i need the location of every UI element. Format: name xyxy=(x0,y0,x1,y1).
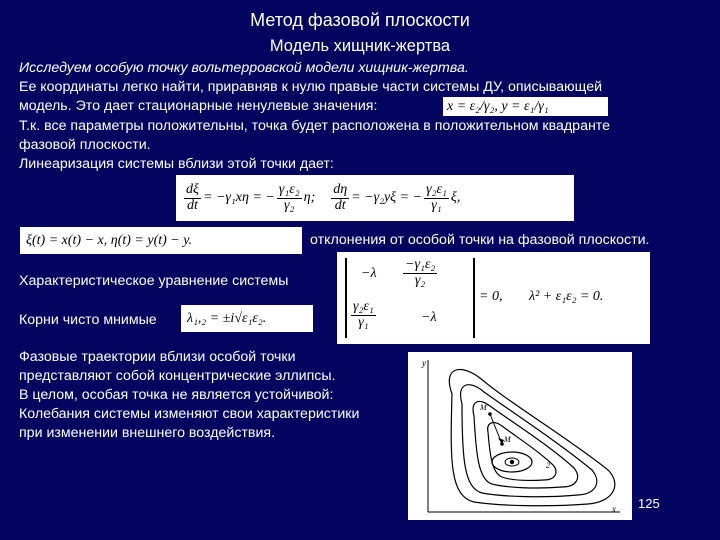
bottom-line-4: Колебания системы изменяют свои характеристики xyxy=(19,406,360,422)
lin1-frac: $\frac{\text{γ₁ε₂}}{\text{γ₂}}$ xyxy=(278,181,300,213)
linearized-system xyxy=(176,175,574,221)
lin1-tail: η; xyxy=(303,190,316,205)
deviations-formula-text: ξ(t) = x(t) − x, η(t) = y(t) − y. xyxy=(26,232,193,248)
det-bar-right xyxy=(473,258,475,338)
paragraph-line-3: модель. Это дает стационарные ненулевые значения: xyxy=(19,98,378,114)
curve-label: 2 xyxy=(546,461,550,470)
lin2-frac: $\frac{\text{γ₂ε₁}}{\text{γ₁}}$ xyxy=(426,181,447,213)
point-m1-label: M' xyxy=(480,403,489,412)
paragraph-line-2: Ее координаты легко найти, приравняв к нулю правые части системы ДУ, описывающей xyxy=(19,79,603,95)
lin2-tail: ξ, xyxy=(450,190,461,205)
bottom-line-5: при изменении внешнего воздействия. xyxy=(19,425,276,441)
char-eq-zero: = 0, xyxy=(479,289,503,304)
lin1-lhs: $\frac{d\xi}{dt}$ xyxy=(186,181,199,213)
lin2-mid: = −γ₂yξ = − xyxy=(351,190,423,205)
lin2-lhs: $\frac{d\eta}{dt}$ xyxy=(333,181,348,213)
paragraph-line-1: Исследуем особую точку вольтерровской модели хищник-жертва. xyxy=(19,60,469,76)
roots-label: Корни чисто мнимые xyxy=(19,312,157,328)
matrix-c: $\frac{\text{γ₂ε₁}}{\text{γ₁}}$ xyxy=(353,299,374,330)
paragraph-line-4: Т.к. все параметры положительны, точка будет расположена в положительном квадранте xyxy=(19,118,611,134)
point-m-label: M xyxy=(504,435,511,444)
stationary-formula xyxy=(443,97,608,116)
slide-number: 125 xyxy=(638,496,660,511)
slide-title: Метод фазовой плоскости xyxy=(250,10,470,30)
char-eq-matrix xyxy=(337,252,650,344)
y-axis-label: y xyxy=(422,358,426,368)
bottom-line-1: Фазовые траектории вблизи особой точки xyxy=(19,349,296,365)
phase-portrait-svg xyxy=(408,352,632,520)
slide-subtitle: Модель хищник-жертва xyxy=(269,37,451,55)
det-bar-left xyxy=(345,258,347,338)
paragraph-line-5: фазовой плоскости. xyxy=(19,137,151,153)
bottom-line-2: представляют собой концентрические эллипсы. xyxy=(19,368,336,384)
char-eq-label: Характеристическое уравнение системы xyxy=(19,273,289,289)
point-m1-dot xyxy=(488,412,492,416)
deviations-formula xyxy=(20,227,302,254)
x-axis-label: x xyxy=(612,504,616,514)
matrix-d: −λ xyxy=(421,310,437,325)
bottom-line-3: В целом, особая точка не является устойчивой: xyxy=(19,387,334,403)
trajectory-4 xyxy=(488,423,556,481)
paragraph-line-6: Линеаризация системы вблизи этой точки дает: xyxy=(19,156,334,172)
trajectory-outer xyxy=(449,370,614,506)
lin1-mid: = −γ₁xη = − xyxy=(203,190,275,205)
deviations-label: отклонения от особой точки на фазовой плоскости. xyxy=(310,232,650,248)
roots-formula xyxy=(181,305,313,332)
singular-point xyxy=(510,460,514,464)
char-poly: λ² + ε₁ε₂ = 0. xyxy=(529,289,604,304)
matrix-b: $\frac{\text{−γ₁ε₂}}{\text{γ₂}}$ xyxy=(405,257,436,288)
phase-portrait-figure xyxy=(408,352,632,520)
matrix-a: −λ xyxy=(361,266,377,281)
stationary-formula-text: x = ε₂/γ₂, y = ε₁/γ₁ xyxy=(447,98,549,114)
roots-formula-text: λ₁,₂ = ±i√ε₁ε₂. xyxy=(187,310,267,326)
